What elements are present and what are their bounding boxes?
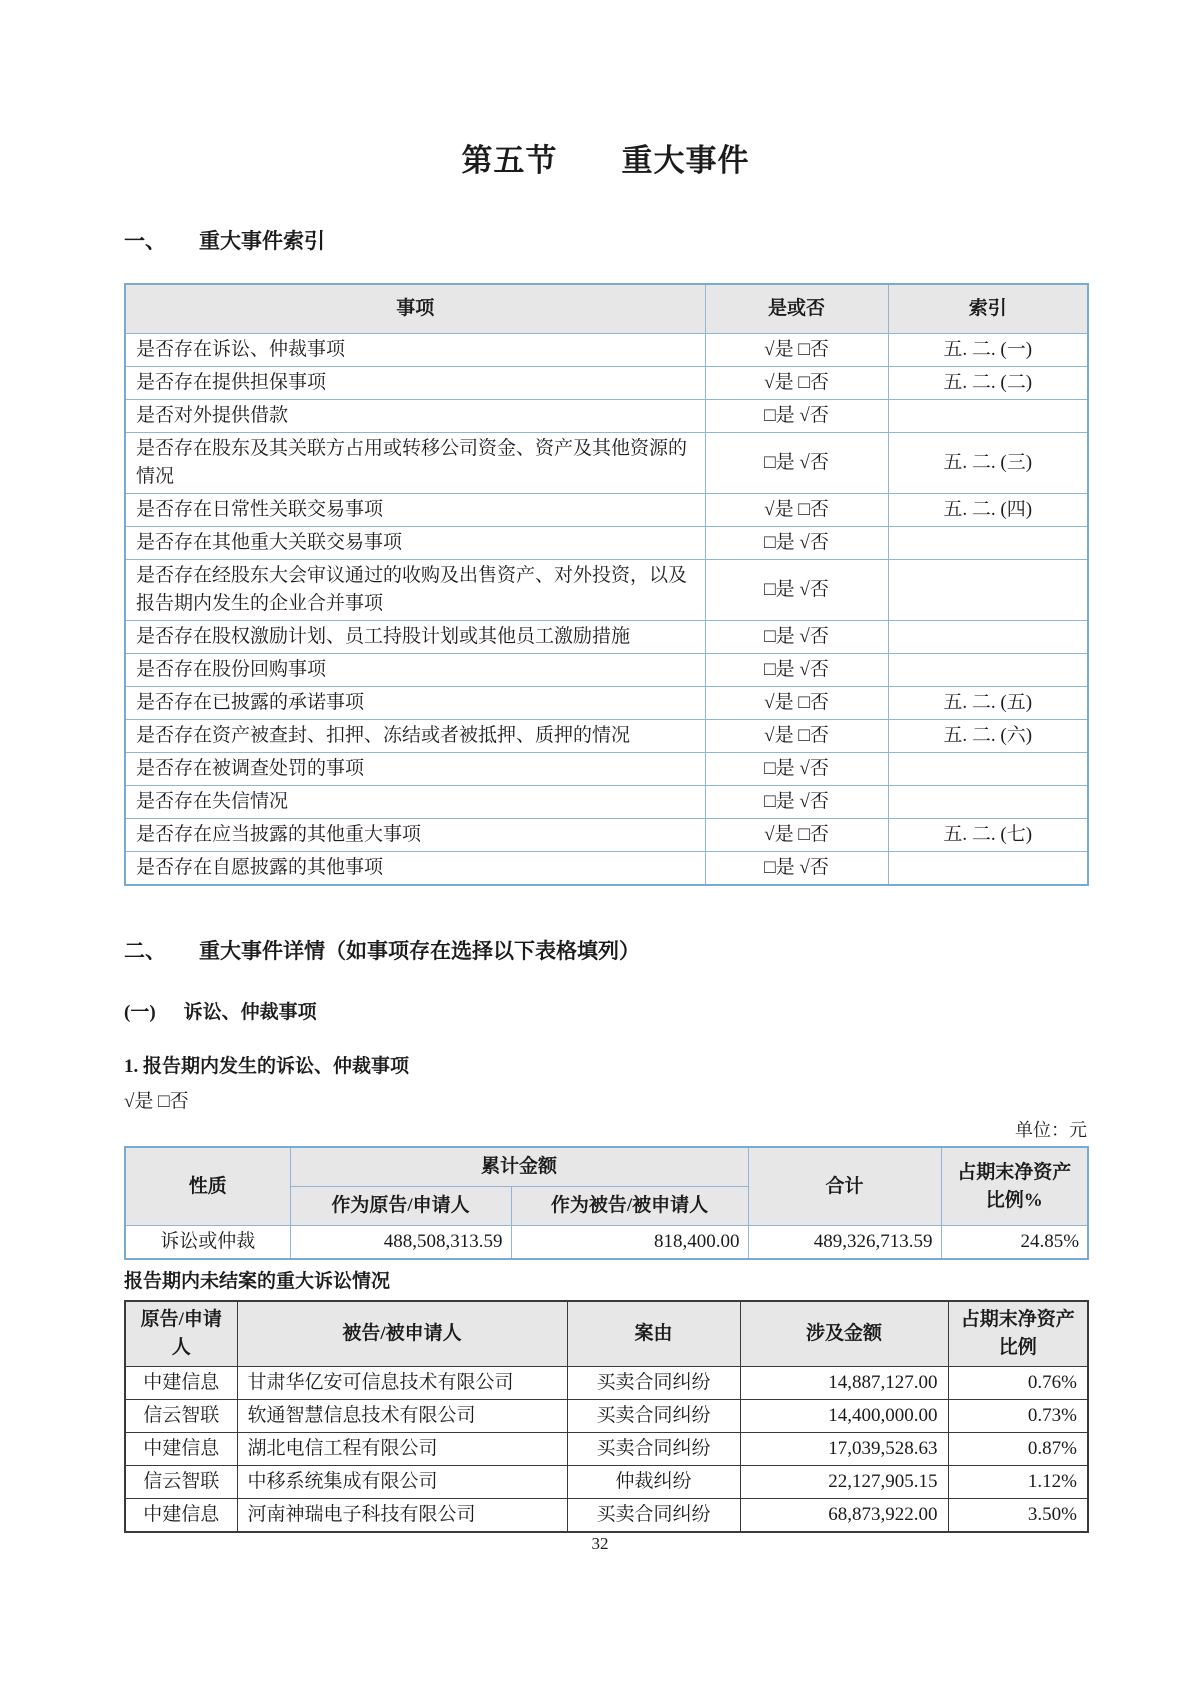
col-header-yes-no: 是或否 (705, 284, 888, 334)
header-nature: 性质 (125, 1147, 290, 1226)
table-row (125, 852, 1088, 886)
yes-no-cell: □是 √否 (705, 786, 888, 819)
yes-no-cell: □是 √否 (705, 433, 888, 494)
section-2-number: 二、 (124, 939, 166, 963)
plaintiff-cell: 中建信息 (125, 1433, 237, 1466)
cause-cell: 买卖合同纠纷 (567, 1433, 740, 1466)
index-cell (888, 621, 1088, 654)
index-cell: 五. 二. (四) (888, 494, 1088, 527)
amount-cell: 22,127,905.15 (740, 1466, 948, 1499)
yes-no-cell: √是 □否 (705, 367, 888, 400)
table-row (125, 819, 1088, 852)
matter-cell: 是否存在失信情况 (125, 786, 705, 819)
table-row (125, 786, 1088, 819)
as-plaintiff-amount-cell: 488,508,313.59 (290, 1226, 511, 1260)
table-row (125, 720, 1088, 753)
table-row (125, 1466, 1088, 1499)
index-cell: 五. 二. (六) (888, 720, 1088, 753)
table-row (125, 753, 1088, 786)
col-header-item: 事项 (125, 284, 705, 334)
page-number: 32 (591, 1534, 609, 1553)
document-content (124, 0, 1087, 1533)
table-row (125, 1499, 1088, 1533)
matter-cell: 是否存在资产被查封、扣押、冻结或者被抵押、质押的情况 (125, 720, 705, 753)
header-as-plaintiff: 作为原告/申请人 (290, 1187, 511, 1226)
yes-no-cell: □是 √否 (705, 654, 888, 687)
yes-no-cell: √是 □否 (705, 819, 888, 852)
header-cause: 案由 (567, 1301, 740, 1367)
defendant-cell: 河南神瑞电子科技有限公司 (237, 1499, 567, 1533)
index-cell (888, 400, 1088, 433)
total-amount-cell: 489,326,713.59 (748, 1226, 941, 1260)
cause-cell: 仲裁纠纷 (567, 1466, 740, 1499)
header-plaintiff: 原告/申请人 (125, 1301, 237, 1367)
yes-no-cell: □是 √否 (705, 753, 888, 786)
amount-cell: 14,400,000.00 (740, 1400, 948, 1433)
litigation-occurred-answer: √是 □否 (124, 1091, 189, 1112)
table-row (125, 1433, 1088, 1466)
matter-cell: 是否存在股东及其关联方占用或转移公司资金、资产及其他资源的情况 (125, 433, 705, 494)
table-row (125, 334, 1088, 367)
table-row (125, 527, 1088, 560)
litigation-summary-table (124, 1146, 1089, 1260)
header-total: 合计 (748, 1147, 941, 1226)
table-row (125, 654, 1088, 687)
subsection-1-heading (124, 1000, 1087, 1026)
table-row (125, 687, 1088, 720)
matter-cell: 是否对外提供借款 (125, 400, 705, 433)
as-defendant-amount-cell: 818,400.00 (511, 1226, 748, 1260)
nature-cell: 诉讼或仲裁 (125, 1226, 290, 1260)
defendant-cell: 湖北电信工程有限公司 (237, 1433, 567, 1466)
section-2-title: 重大事件详情（如事项存在选择以下表格填列） (199, 939, 640, 963)
cause-cell: 买卖合同纠纷 (567, 1367, 740, 1400)
yes-no-cell: √是 □否 (705, 334, 888, 367)
table-row (125, 1367, 1088, 1400)
index-cell (888, 786, 1088, 819)
index-cell: 五. 二. (一) (888, 334, 1088, 367)
ratio-cell: 0.76% (948, 1367, 1088, 1400)
matter-cell: 是否存在股份回购事项 (125, 654, 705, 687)
subsection-1-title: 诉讼、仲裁事项 (183, 1002, 317, 1023)
plaintiff-cell: 信云智联 (125, 1400, 237, 1433)
matter-cell: 是否存在诉讼、仲裁事项 (125, 334, 705, 367)
yes-no-cell: □是 √否 (705, 560, 888, 621)
matter-cell: 是否存在提供担保事项 (125, 367, 705, 400)
matter-cell: 是否存在应当披露的其他重大事项 (125, 819, 705, 852)
header-as-defendant: 作为被告/被申请人 (511, 1187, 748, 1226)
yes-no-cell: √是 □否 (705, 494, 888, 527)
header-net-asset-ratio: 占期末净资产比例 (948, 1301, 1088, 1367)
index-cell: 五. 二. (二) (888, 367, 1088, 400)
table-row (125, 367, 1088, 400)
col-header-index: 索引 (888, 284, 1088, 334)
defendant-cell: 软通智慧信息技术有限公司 (237, 1400, 567, 1433)
header-defendant: 被告/被申请人 (237, 1301, 567, 1367)
yes-no-cell: √是 □否 (705, 687, 888, 720)
section-1-title: 重大事件索引 (199, 229, 325, 253)
cause-cell: 买卖合同纠纷 (567, 1400, 740, 1433)
plaintiff-cell: 中建信息 (125, 1367, 237, 1400)
section-1-heading (124, 226, 1087, 256)
pending-litigation-title: 报告期内未结案的重大诉讼情况 (124, 1271, 391, 1292)
pending-header-row (125, 1301, 1088, 1367)
matter-cell: 是否存在被调查处罚的事项 (125, 753, 705, 786)
table-row (125, 560, 1088, 621)
section-1-number: 一、 (124, 229, 166, 253)
amount-cell: 14,887,127.00 (740, 1367, 948, 1400)
defendant-cell: 甘肃华亿安可信息技术有限公司 (237, 1367, 567, 1400)
ratio-cell: 0.73% (948, 1400, 1088, 1433)
amount-cell: 68,873,922.00 (740, 1499, 948, 1533)
header-amount-involved: 涉及金额 (740, 1301, 948, 1367)
summary-data-row (125, 1226, 1088, 1260)
matter-cell: 是否存在股权激励计划、员工持股计划或其他员工激励措施 (125, 621, 705, 654)
page-title: 第五节 重大事件 (461, 143, 750, 178)
ratio-cell: 0.87% (948, 1433, 1088, 1466)
index-table-header-row (125, 284, 1088, 334)
plaintiff-cell: 信云智联 (125, 1466, 237, 1499)
yes-no-cell: □是 √否 (705, 527, 888, 560)
litigation-occurred-question: 1. 报告期内发生的诉讼、仲裁事项 (124, 1056, 410, 1077)
table-row (125, 494, 1088, 527)
yes-no-cell: √是 □否 (705, 720, 888, 753)
header-cumulative-amount: 累计金额 (290, 1147, 748, 1187)
index-cell (888, 560, 1088, 621)
cause-cell: 买卖合同纠纷 (567, 1499, 740, 1533)
major-events-index-table (124, 283, 1089, 886)
yes-no-cell: □是 √否 (705, 852, 888, 886)
section-2-heading (124, 936, 1087, 966)
matter-cell: 是否存在已披露的承诺事项 (125, 687, 705, 720)
defendant-cell: 中移系统集成有限公司 (237, 1466, 567, 1499)
table-row (125, 1400, 1088, 1433)
ratio-cell: 1.12% (948, 1466, 1088, 1499)
matter-cell: 是否存在其他重大关联交易事项 (125, 527, 705, 560)
matter-cell: 是否存在日常性关联交易事项 (125, 494, 705, 527)
index-cell (888, 852, 1088, 886)
index-cell (888, 654, 1088, 687)
table-row (125, 433, 1088, 494)
pending-litigation-table (124, 1300, 1089, 1533)
table-row (125, 621, 1088, 654)
index-cell: 五. 二. (五) (888, 687, 1088, 720)
header-net-asset-ratio: 占期末净资产比例% (941, 1147, 1088, 1226)
index-cell: 五. 二. (三) (888, 433, 1088, 494)
table-row (125, 400, 1088, 433)
plaintiff-cell: 中建信息 (125, 1499, 237, 1533)
matter-cell: 是否存在自愿披露的其他事项 (125, 852, 705, 886)
index-cell (888, 527, 1088, 560)
index-cell: 五. 二. (七) (888, 819, 1088, 852)
amount-cell: 17,039,528.63 (740, 1433, 948, 1466)
index-cell (888, 753, 1088, 786)
matter-cell: 是否存在经股东大会审议通过的收购及出售资产、对外投资，以及报告期内发生的企业合并事项 (125, 560, 705, 621)
yes-no-cell: □是 √否 (705, 621, 888, 654)
yes-no-cell: □是 √否 (705, 400, 888, 433)
unit-label: 单位：元 (1015, 1120, 1087, 1140)
subsection-1-number: (一) (124, 1002, 156, 1023)
ratio-cell: 24.85% (941, 1226, 1088, 1260)
summary-header-row-1 (125, 1147, 1088, 1187)
ratio-cell: 3.50% (948, 1499, 1088, 1533)
